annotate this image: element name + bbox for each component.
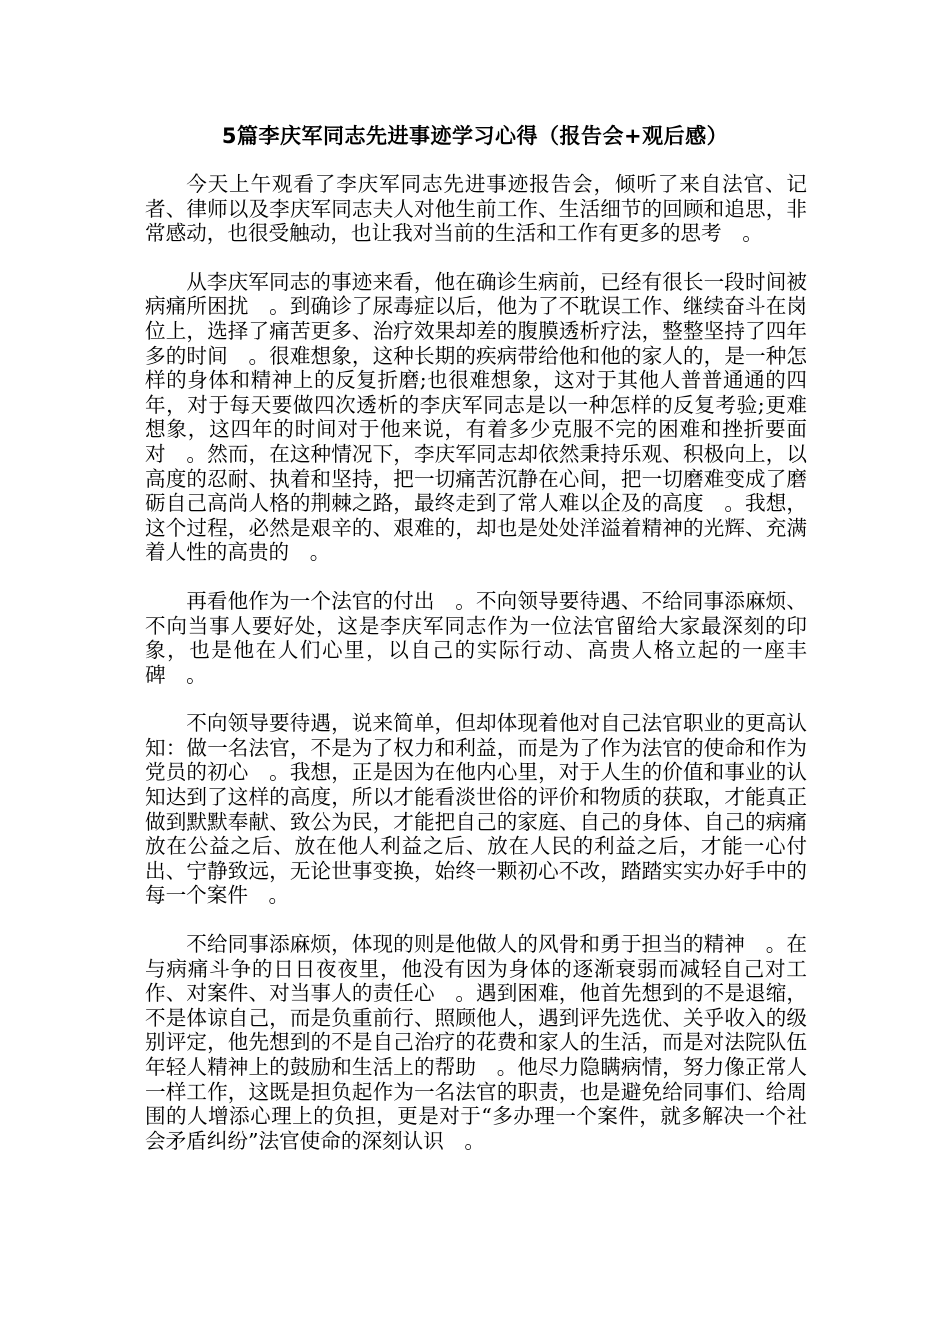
paragraph-3: 再看他作为一个法官的付出 。不向领导要待遇、不给同事添麻烦、不向当事人要好处，这是李庆军同志作为一位法官留给大家最深刻的印象，也是他在人们心里，以自己的实际行动、高贵人格立起的一座丰碑 。 [145,588,807,687]
document-body [145,172,807,1177]
paragraph-4: 不向领导要待遇，说来简单，但却体现着他对自己法官职业的更高认知：做一名法官，不是为了权力和利益，而是为了作为法官的使命和作为党员的初心 。我想，正是因为在他内心里，对于人生的价值和事业的认知达到了这样的高度，所以才能看淡世俗的评价和物质的获取，才能真正做到默默奉献、致公为民，才能把自己的家庭、自己的身体、自己的病痛放在公益之后、放在他人利益之后、放在人民的利益之后，才能一心付出、宁静致远，无论世事变换，始终一颗初心不改，踏踏实实办好手中的每一个案件 。 [145,711,807,908]
document-title: 5篇李庆军同志先进事迹学习心得（报告会+观后感） [221,124,729,148]
paragraph-5: 不给同事添麻烦，体现的则是他做人的风骨和勇于担当的精神 。在与病痛斗争的日日夜夜里，他没有因为身体的逐渐衰弱而减轻自己对工作、对案件、对当事人的责任心 。遇到困难，他首先想到的不是退缩，不是体谅自己，而是负重前行、照顾他人，遇到评先选优、关乎收入的级别评定，他先想到的不是自己治疗的花费和家人的生活，而是对法院队伍年轻人精神上的鼓励和生活上的帮助 。他尽力隐瞒病情，努力像正常人一样工作，这既是担负起作为一名法官的职责，也是避免给同事们、给周围的人增添心理上的负担，更是对于“多办理一个案件，就多解决一个社会矛盾纠纷”法官使命的深刻认识 。 [145,932,807,1153]
paragraph-1: 今天上午观看了李庆军同志先进事迹报告会，倾听了来自法官、记者、律师以及李庆军同志夫人对他生前工作、生活细节的回顾和追思，非常感动，也很受触动，也让我对当前的生活和工作有更多的思考 。 [145,172,807,246]
paragraph-2: 从李庆军同志的事迹来看，他在确诊生病前，已经有很长一段时间被病痛所困扰 。到确诊了尿毒症以后，他为了不耽误工作、继续奋斗在岗位上，选择了痛苦更多、治疗效果却差的腹膜透析疗法，整整坚持了四年多的时间 。很难想象，这种长期的疾病带给他和他的家人的，是一种怎样的身体和精神上的反复折磨;也很难想象，这对于其他人普普通通的四年，对于每天要做四次透析的李庆军同志是以一种怎样的反复考验;更难想象，这四年的时间对于他来说，有着多少克服不完的困难和挫折要面对 。然而，在这种情况下，李庆军同志却依然秉持乐观、积极向上，以高度的忍耐、执着和坚持，把一切痛苦沉静在心间，把一切磨难变成了磨砺自己高尚人格的荆棘之路，最终走到了常人难以企及的高度 。我想，这个过程，必然是艰辛的、艰难的，却也是处处洋溢着精神的光辉、充满着人性的高贵的 。 [145,269,807,565]
